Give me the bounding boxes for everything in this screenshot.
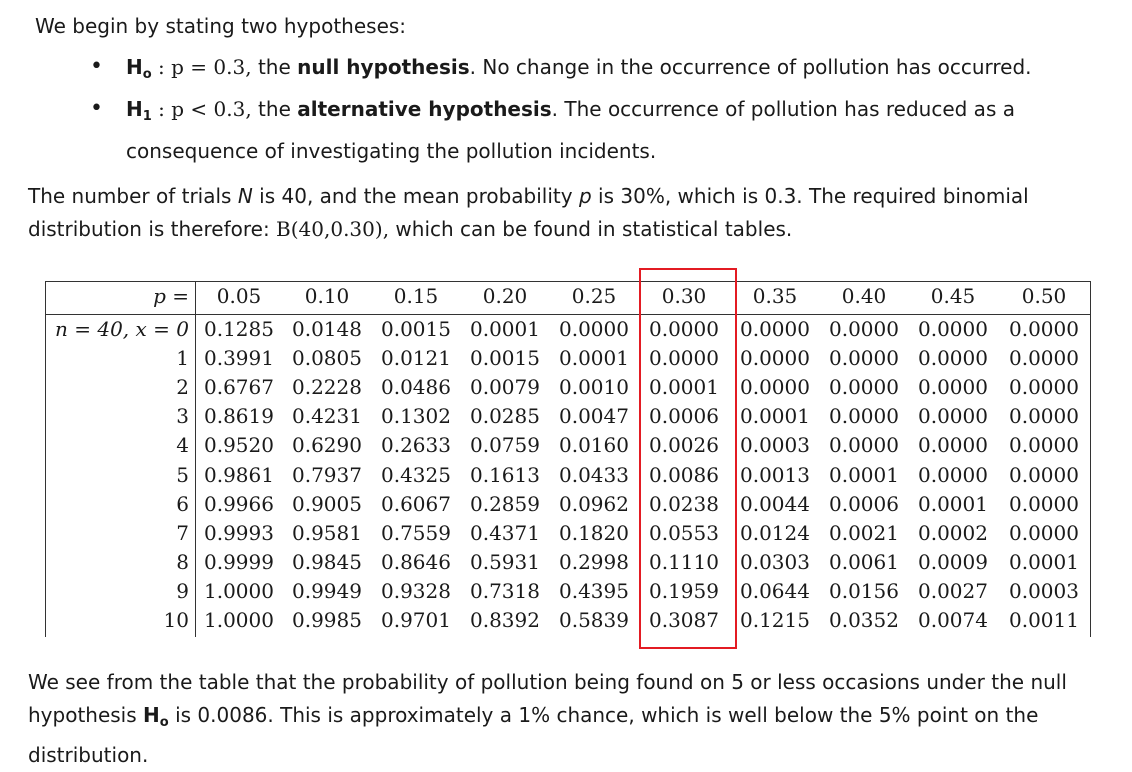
h0-label: $H_o$ — [126, 55, 152, 82]
x-value-label: 8 — [176, 549, 189, 574]
table-cell: 0.6767 — [204, 375, 274, 400]
table-cell: 0.0009 — [918, 549, 988, 574]
table-cell: 0.7318 — [470, 578, 540, 603]
p-value-header: 0.20 — [482, 284, 528, 308]
table-cell: 0.0000 — [829, 346, 899, 371]
table-cell: 0.0027 — [918, 578, 988, 603]
table-cell: 0.9949 — [292, 578, 362, 603]
table-cell: 0.0000 — [918, 346, 988, 371]
h0-math: : p = 0.3, — [158, 55, 252, 79]
table-cell: 0.0160 — [559, 433, 629, 458]
table-cell: 0.0044 — [740, 491, 810, 516]
table-cell: 0.0021 — [829, 520, 899, 545]
table-cell: 0.0486 — [381, 375, 451, 400]
p-value-header: 0.25 — [571, 284, 617, 308]
table-cell: 0.8619 — [204, 404, 274, 429]
table-cell: 0.2859 — [470, 491, 540, 516]
table-cell: 0.0000 — [918, 433, 988, 458]
table-cell: 0.0006 — [829, 491, 899, 516]
table-cell: 0.0000 — [1009, 317, 1079, 341]
table-cell: 0.0285 — [470, 404, 540, 429]
hypotheses-list — [90, 50, 1100, 168]
table-cell: 0.0000 — [918, 462, 988, 487]
table-cell: 0.0121 — [381, 346, 451, 371]
h0-bold: null hypothesis — [297, 55, 470, 79]
h0-text-pre: the — [251, 55, 298, 79]
table-cell: 0.9993 — [204, 520, 274, 545]
p-value-header: 0.40 — [841, 284, 887, 308]
h0-text-post: . No change in the occurrence of pollution has occurred. — [469, 55, 1032, 79]
table-cell: 1.0000 — [204, 608, 274, 632]
table-cell: 0.2633 — [381, 433, 451, 458]
h1-text-post: . The occurrence of pollution has reduced as a consequence of investigating the pollution incidents. — [126, 97, 1015, 163]
table-cell: 0.0000 — [740, 317, 810, 341]
table-cell: 0.1110 — [649, 549, 719, 574]
h1-text-pre: the — [251, 97, 298, 121]
table-cell: 0.0000 — [829, 433, 899, 458]
h1-math: : p < 0.3, — [158, 97, 252, 121]
table-cell: 0.0148 — [292, 317, 362, 341]
table-cell: 0.0433 — [559, 462, 629, 487]
table-row — [45, 550, 1091, 579]
bullet-icon: • — [90, 54, 103, 79]
table-cell: 0.0000 — [1009, 462, 1079, 487]
table-cell: 0.0000 — [918, 404, 988, 429]
table-cell: 0.0079 — [470, 375, 540, 400]
p-label: p = — [153, 284, 189, 308]
table-row — [45, 433, 1091, 462]
conclusion-paragraph: We see from the table that the probability of pollution being found on 5 or less occasions under the null hypothesis $H_o$ is 0.0086. This is approximately a 1% chance, which is well below the 5% point on the distribution. — [28, 670, 1067, 767]
table-cell: 0.5839 — [559, 608, 629, 632]
table-cell: 0.0805 — [292, 346, 362, 371]
table-cell: 0.1820 — [559, 520, 629, 545]
table-cell: 0.0074 — [918, 608, 988, 632]
table-cell: 0.0061 — [829, 549, 899, 574]
x-value-label: 9 — [176, 578, 189, 603]
binomial-table — [45, 281, 1091, 637]
table-cell: 0.0002 — [918, 520, 988, 545]
x-value-label: 2 — [176, 375, 189, 400]
table-row — [45, 375, 1091, 404]
x-value-label: 5 — [176, 462, 189, 487]
table-cell: 0.0553 — [649, 520, 719, 545]
table-cell: 0.1302 — [381, 404, 451, 429]
table-row — [45, 317, 1091, 346]
table-cell: 0.0759 — [470, 433, 540, 458]
table-cell: 0.8392 — [470, 608, 540, 632]
table-cell: 0.4371 — [470, 520, 540, 545]
table-row — [45, 579, 1091, 608]
table-cell: 0.0000 — [1009, 433, 1079, 458]
table-cell: 0.4395 — [559, 578, 629, 603]
table-cell: 0.0000 — [649, 317, 719, 341]
table-cell: 0.1285 — [204, 317, 274, 341]
table-cell: 0.9985 — [292, 608, 362, 632]
table-cell: 0.0644 — [740, 578, 810, 603]
table-cell: 0.0013 — [740, 462, 810, 487]
table-cell: 0.0001 — [1009, 549, 1079, 574]
alternative-hypothesis-item — [90, 92, 1100, 168]
null-hypothesis-item — [90, 50, 1100, 92]
table-cell: 0.0001 — [918, 491, 988, 516]
table-cell: 0.0352 — [829, 608, 899, 632]
table-cell: 0.0000 — [740, 375, 810, 400]
h0-ref: $H_o$ — [143, 703, 169, 730]
p-value-header: 0.30 — [661, 284, 707, 308]
table-cell: 0.9005 — [292, 491, 362, 516]
table-cell: 0.0001 — [470, 317, 540, 341]
table-row — [45, 521, 1091, 550]
table-cell: 0.7937 — [292, 462, 362, 487]
table-cell: 0.0000 — [559, 317, 629, 341]
table-cell: 0.0000 — [918, 317, 988, 341]
table-cell: 0.4231 — [292, 404, 362, 429]
table-cell: 0.9581 — [292, 520, 362, 545]
table-cell: 0.7559 — [381, 520, 451, 545]
bullet-icon: • — [90, 96, 103, 121]
table-cell: 0.0001 — [829, 462, 899, 487]
row-label-first: n = 40, x = 0 — [55, 317, 189, 341]
table-cell: 0.0015 — [470, 346, 540, 371]
table-cell: 0.6067 — [381, 491, 451, 516]
table-cell: 0.0006 — [649, 404, 719, 429]
table-cell: 0.8646 — [381, 549, 451, 574]
table-cell: 0.0026 — [649, 433, 719, 458]
table-cell: 0.0001 — [649, 375, 719, 400]
table-cell: 0.0124 — [740, 520, 810, 545]
table-cell: 0.0000 — [1009, 375, 1079, 400]
x-value-label: 10 — [163, 608, 189, 632]
table-header-row — [45, 284, 1091, 313]
table-cell: 0.0156 — [829, 578, 899, 603]
table-row — [45, 608, 1091, 637]
p-value-header: 0.10 — [304, 284, 350, 308]
table-cell: 0.9520 — [204, 433, 274, 458]
p-value-header: 0.05 — [216, 284, 262, 308]
table-cell: 0.0962 — [559, 491, 629, 516]
table-cell: 0.1959 — [649, 578, 719, 603]
table-cell: 0.5931 — [470, 549, 540, 574]
table-cell: 0.0000 — [1009, 520, 1079, 545]
h1-bold: alternative hypothesis — [297, 97, 552, 121]
table-cell: 0.0000 — [1009, 491, 1079, 516]
table-cell: 0.3087 — [649, 608, 719, 632]
table-cell: 0.2228 — [292, 375, 362, 400]
table-row — [45, 463, 1091, 492]
table-cell: 0.9999 — [204, 549, 274, 574]
p-value-header: 0.50 — [1021, 284, 1067, 308]
x-value-label: 3 — [176, 404, 189, 429]
x-value-label: 4 — [176, 433, 189, 458]
table-cell: 0.0003 — [740, 433, 810, 458]
table-cell: 0.0303 — [740, 549, 810, 574]
table-cell: 0.6290 — [292, 433, 362, 458]
p-value-header: 0.35 — [752, 284, 798, 308]
trials-paragraph: The number of trials N is 40, and the mean probability p is 30%, which is 0.3. The required binomial distribution is therefore: B(40,0.30), which can be found in statistical tables. — [28, 184, 1029, 241]
intro-text: We begin by stating two hypotheses: — [35, 14, 407, 38]
table-cell: 0.0010 — [559, 375, 629, 400]
table-cell: 0.9861 — [204, 462, 274, 487]
table-cell: 0.0015 — [381, 317, 451, 341]
table-cell: 0.0000 — [918, 375, 988, 400]
table-cell: 0.4325 — [381, 462, 451, 487]
table-cell: 0.0001 — [559, 346, 629, 371]
p-value-header: 0.45 — [930, 284, 976, 308]
distribution-notation: B(40,0.30), — [276, 217, 390, 241]
table-cell: 0.0011 — [1009, 608, 1079, 632]
table-cell: 0.9328 — [381, 578, 451, 603]
table-cell: 0.3991 — [204, 346, 274, 371]
table-cell: 0.0000 — [829, 375, 899, 400]
table-cell: 0.0238 — [649, 491, 719, 516]
table-cell: 0.0000 — [740, 346, 810, 371]
table-cell: 0.0000 — [649, 346, 719, 371]
x-value-label: 6 — [176, 491, 189, 516]
table-cell: 0.1215 — [740, 608, 810, 632]
table-row — [45, 492, 1091, 521]
table-row — [45, 346, 1091, 375]
table-cell: 0.9701 — [381, 608, 451, 632]
table-cell: 0.0047 — [559, 404, 629, 429]
table-cell: 1.0000 — [204, 578, 274, 603]
table-cell: 0.2998 — [559, 549, 629, 574]
table-cell: 0.9845 — [292, 549, 362, 574]
table-cell: 0.0000 — [1009, 346, 1079, 371]
table-cell: 0.0000 — [829, 317, 899, 341]
h1-label: $H_1$ — [126, 97, 152, 124]
table-row — [45, 404, 1091, 433]
table-cell: 0.0001 — [740, 404, 810, 429]
table-cell: 0.1613 — [470, 462, 540, 487]
table-cell: 0.0086 — [649, 462, 719, 487]
table-cell: 0.9966 — [204, 491, 274, 516]
p-value-header: 0.15 — [393, 284, 439, 308]
table-cell: 0.0000 — [829, 404, 899, 429]
table-cell: 0.0003 — [1009, 578, 1079, 603]
x-value-label: 1 — [176, 346, 189, 371]
table-cell: 0.0000 — [1009, 404, 1079, 429]
x-value-label: 7 — [176, 520, 189, 545]
